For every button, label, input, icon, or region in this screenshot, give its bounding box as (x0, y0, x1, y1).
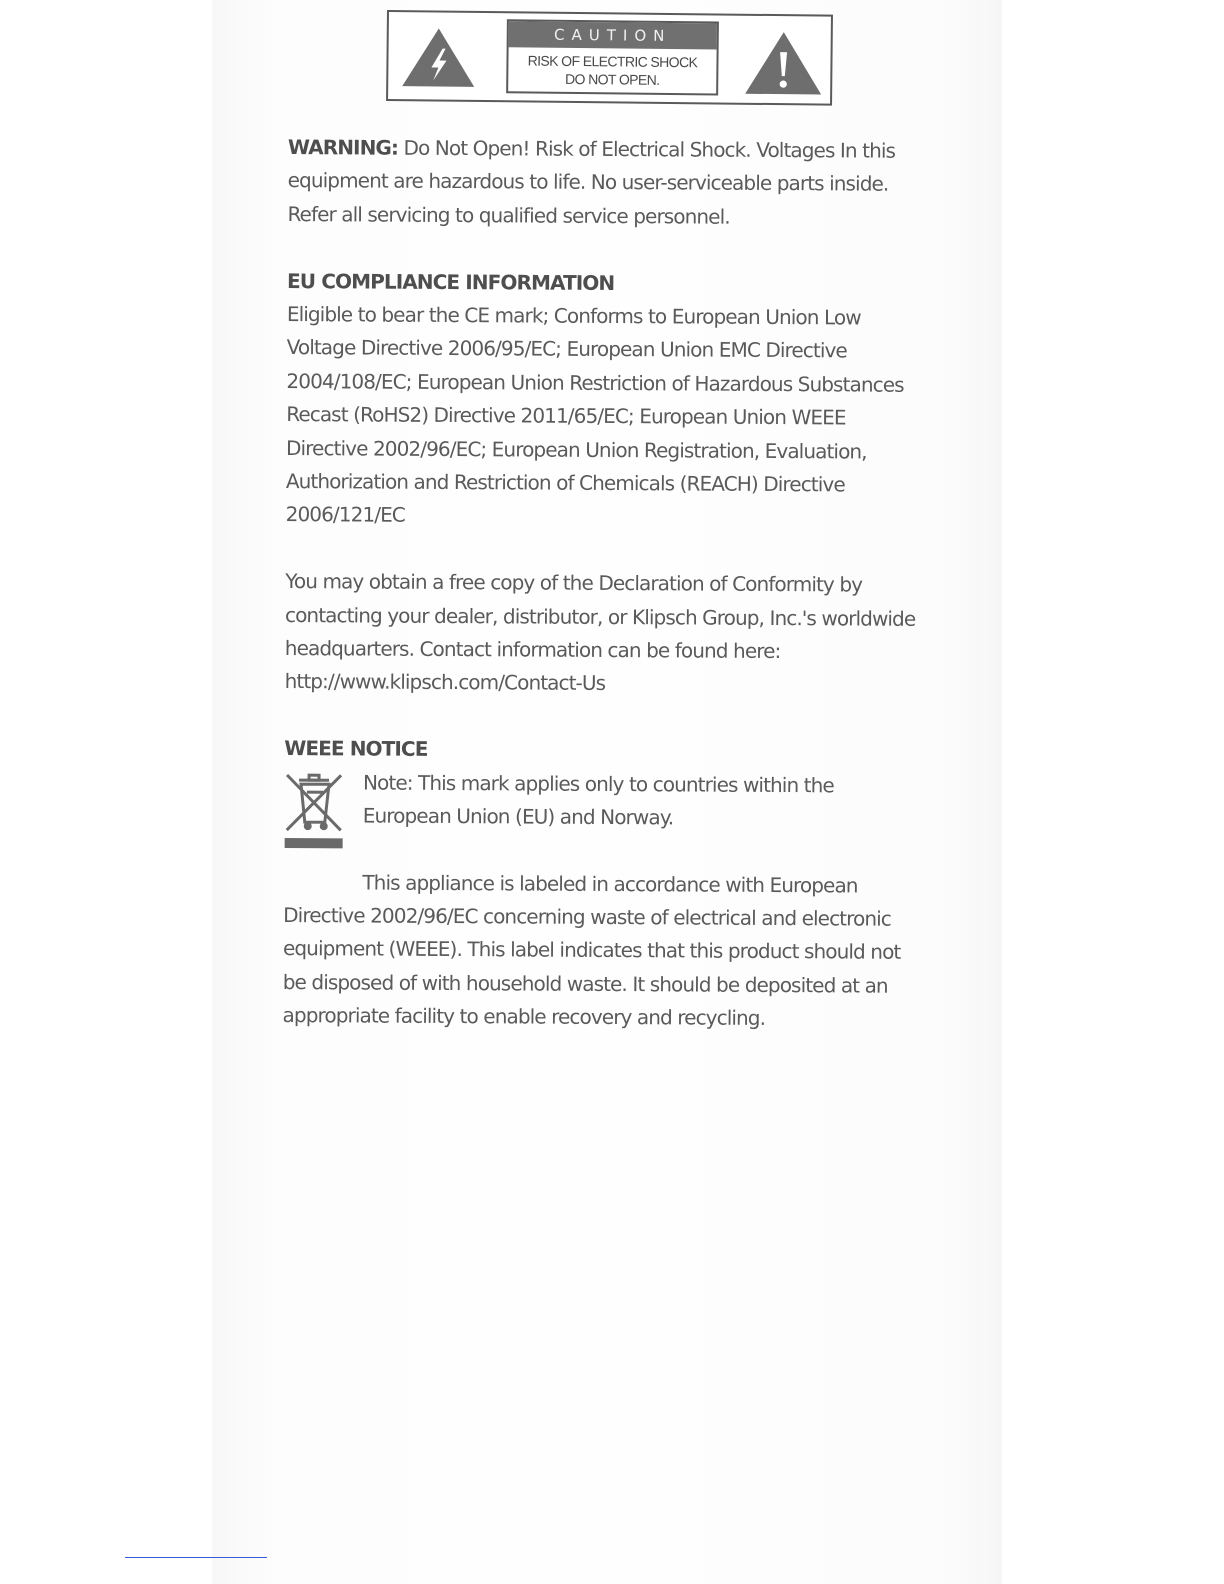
caution-label (386, 10, 833, 106)
lightning-bolt-triangle-icon (400, 26, 477, 89)
caution-line-1: RISK OF ELECTRIC SHOCK (527, 52, 698, 71)
declaration-paragraph: You may obtain a free copy of the Declaration of Conformity by contacting your dealer, distributor, or Klipsch Group, Inc.'s worldwide headquarters. Contact information can be found here: http://www.klipsch.com/Contact-Us (284, 569, 916, 696)
weee-note-text: Note: This mark applies only to countries within the European Union (EU) and Norway. (362, 770, 834, 830)
eu-compliance-heading: EU COMPLIANCE INFORMATION (287, 268, 615, 295)
warning-text: Do Not Open! Risk of Electrical Shock. Voltages In this equipment are hazardous to life. No user-serviceable parts inside. Refer all servicing to qualified service personnel. (287, 135, 896, 229)
warning-paragraph (287, 131, 928, 235)
footnote-divider (125, 1557, 267, 1558)
warning-label: WARNING: (287, 134, 399, 160)
caution-line-2: DO NOT OPEN. (564, 70, 660, 88)
caution-header: CAUTION (509, 21, 717, 49)
exclamation-triangle-icon (743, 30, 824, 97)
crossed-out-wheelie-bin-icon (284, 772, 344, 852)
eu-compliance-text: Eligible to bear the CE mark; Conforms to European Union Low Voltage Directive 2006/95/EC; European Union EMC Directive 2004/108/EC; European Union Restriction of Hazardous Substances Recast (RoHS2) Directive 2011/65/EC; European Union WEEE Directive 2002/96/EC; European Union Registration, Evaluation, Authorization and Restriction of Chemicals (REACH) Directive 2006/121/EC (285, 302, 904, 528)
weee-note-block (284, 766, 925, 870)
weee-heading: WEEE NOTICE (284, 736, 428, 762)
weee-paragraph: This appliance is labeled in accordance with European Directive 2002/96/EC concerning waste of electrical and electronic equipment (WEEE). This label indicates that this product should not be disposed of with household waste. It should be deposited at an appropriate facility to enable recovery and recycling. (282, 870, 901, 1031)
document-body (282, 131, 927, 1037)
caution-text-panel (506, 19, 719, 95)
